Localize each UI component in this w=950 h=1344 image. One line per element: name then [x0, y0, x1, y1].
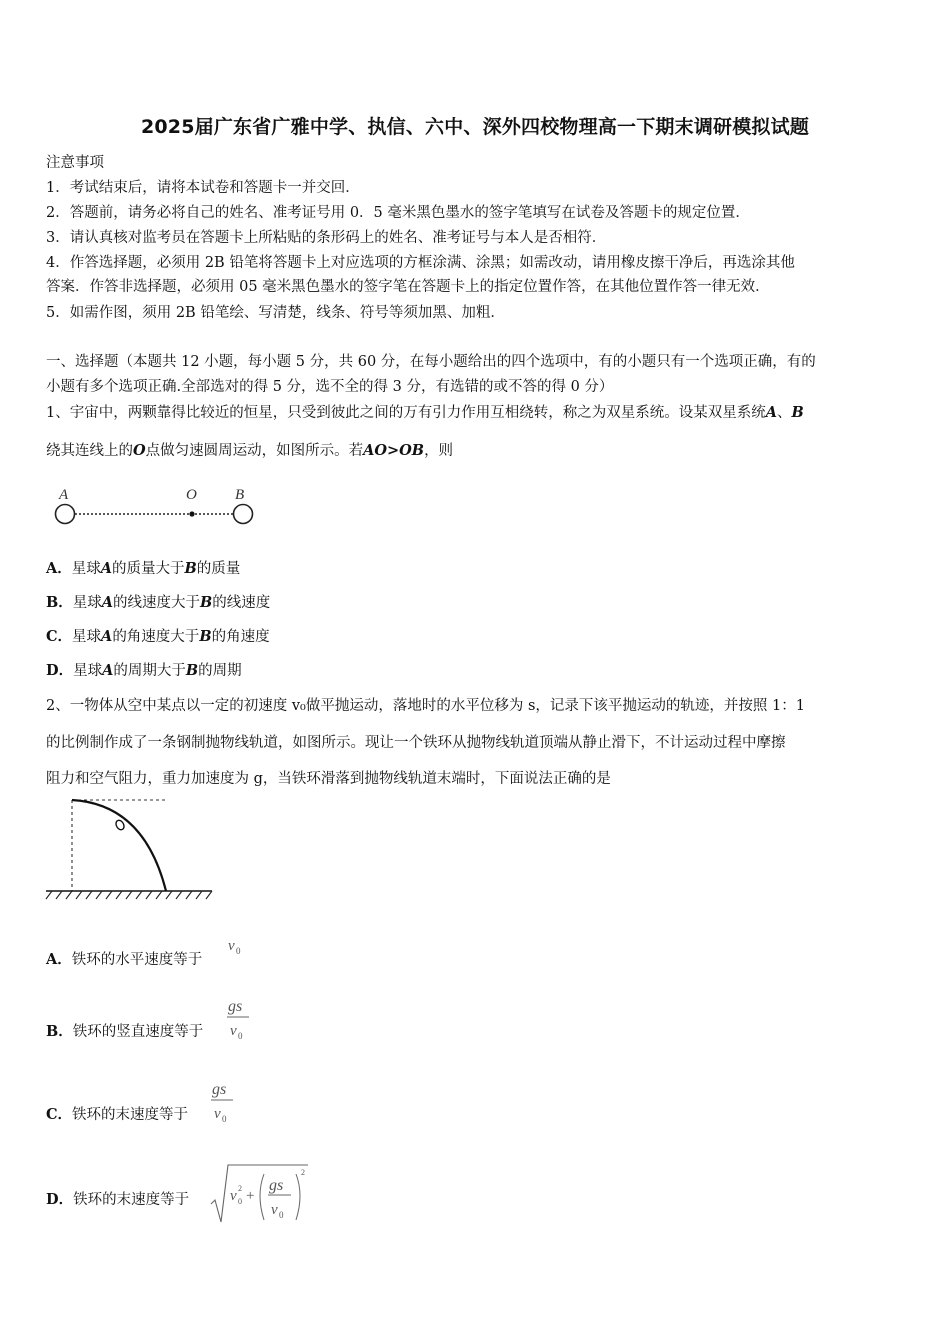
- svg-text:0: 0: [236, 946, 241, 956]
- center-point-o: [189, 511, 194, 516]
- svg-text:v: v: [230, 1023, 237, 1039]
- q2-stem-line2: 的比例制作成了一条钢制抛物线轨道，如图所示。现让一个铁环从抛物线轨道顶端从静止滑下，不计运动过程中摩擦: [46, 735, 786, 751]
- label-o: O: [186, 487, 197, 503]
- svg-text:v: v: [230, 1188, 237, 1204]
- svg-text:+: +: [246, 1188, 255, 1204]
- section-instructions: 小题有多个选项正确.全部选对的得 5 分，选不全的得 3 分，有选错的或不答的得 0 分）: [46, 379, 614, 395]
- q2-stem-line3: 阻力和空气阻力，重力加速度为 g，当铁环滑落到抛物线轨道末端时，下面说法正确的是: [46, 771, 611, 787]
- parabolic-track-diagram: [44, 796, 214, 904]
- svg-text:2: 2: [238, 1184, 242, 1193]
- formula-gs-over-v0: [208, 1077, 238, 1129]
- svg-text:gs: gs: [212, 1081, 227, 1098]
- formula-v0: [226, 936, 248, 960]
- svg-text:0: 0: [222, 1114, 227, 1124]
- q1-option-a[interactable]: A．星球A的质量大于B的质量: [46, 560, 241, 577]
- q1-option-d[interactable]: D．星球A的周期大于B的周期: [46, 662, 242, 679]
- notice-item: 答案．作答非选择题，必须用 05 毫米黑色墨水的签字笔在答题卡上的指定位置作答，在其他位置作答一律无效．: [46, 279, 770, 295]
- q1-option-b[interactable]: B．星球A的线速度大于B的线速度: [46, 594, 271, 611]
- iron-ring: [114, 819, 125, 831]
- notice-item: 5．如需作图，须用 2B 铅笔绘、写清楚，线条、符号等须加黑、加粗．: [46, 305, 505, 321]
- formula-sqrt-v0-squared-plus-gs-over-v0-squared: [208, 1160, 312, 1228]
- q1-stem-line2: [46, 439, 453, 460]
- svg-text:gs: gs: [269, 1177, 284, 1194]
- q1-stem-text: ，则: [424, 443, 454, 459]
- svg-text:v: v: [214, 1106, 221, 1122]
- label-b: B: [235, 487, 245, 503]
- svg-text:0: 0: [238, 1197, 242, 1206]
- notice-item: 4．作答选择题，必须用 2B 铅笔将答题卡上对应选项的方框涂满、涂黑；如需改动，请用橡皮擦干净后，再选涂其他: [46, 255, 795, 271]
- q2-option-b[interactable]: B．铁环的竖直速度等于: [46, 1023, 204, 1040]
- star-a: [56, 505, 75, 524]
- ground-hatching: [46, 891, 212, 899]
- svg-text:0: 0: [238, 1031, 243, 1041]
- q1-stem-text: 1、宇宙中，两颗靠得比较近的恒星，只受到彼此之间的万有引力作用互相绕转，称之为双星系统。设某双星系统: [46, 405, 766, 421]
- q1-stem-text: 绕其连线上的: [46, 443, 133, 459]
- svg-text:gs: gs: [228, 998, 243, 1015]
- formula-gs-over-v0: [224, 994, 254, 1046]
- q1-option-c[interactable]: C．星球A的角速度大于B的角速度: [46, 628, 270, 645]
- q1-star-a: A: [765, 404, 777, 421]
- svg-text:0: 0: [279, 1210, 284, 1220]
- notice-heading: 注意事项: [46, 155, 104, 171]
- binary-star-diagram: [46, 482, 266, 532]
- q1-point-o: O: [133, 442, 146, 459]
- svg-text:2: 2: [301, 1168, 305, 1177]
- q1-stem-line1: [46, 401, 804, 422]
- notice-item: 1．考试结束后，请将本试卷和答题卡一并交回．: [46, 180, 360, 196]
- q1-stem-text: 点做匀速圆周运动，如图所示。若: [145, 443, 364, 459]
- q2-option-d[interactable]: D．铁环的末速度等于: [46, 1191, 190, 1208]
- q1-sep: 、: [777, 405, 792, 421]
- star-b: [234, 505, 253, 524]
- q1-star-b: B: [791, 404, 804, 421]
- svg-text:v: v: [228, 938, 235, 954]
- section-instructions: 一、选择题（本题共 12 小题，每小题 5 分，共 60 分，在每小题给出的四个选项中，有的小题只有一个选项正确，有的: [46, 354, 816, 370]
- notice-item: 3．请认真核对监考员在答题卡上所粘贴的条形码上的姓名、准考证号与本人是否相符．: [46, 230, 607, 246]
- q2-option-c[interactable]: C．铁环的末速度等于: [46, 1106, 189, 1123]
- notice-item: 2．答题前，请务必将自己的姓名、准考证号用 0．5 毫米黑色墨水的签字笔填写在试卷及答题卡的规定位置．: [46, 205, 750, 221]
- q1-condition: AO>OB: [363, 442, 425, 459]
- svg-text:v: v: [271, 1202, 278, 1218]
- q2-stem-line1: 2、一物体从空中某点以一定的初速度 v₀做平抛运动，落地时的水平位移为 s，记录下该平抛运动的轨迹，并按照 1：1: [46, 698, 805, 714]
- label-a: A: [59, 487, 69, 503]
- page-title: 2025届广东省广雅中学、执信、六中、深外四校物理高一下期末调研模拟试题: [140, 116, 810, 138]
- q2-option-a[interactable]: A．铁环的水平速度等于: [46, 951, 203, 968]
- parabolic-track: [72, 800, 166, 891]
